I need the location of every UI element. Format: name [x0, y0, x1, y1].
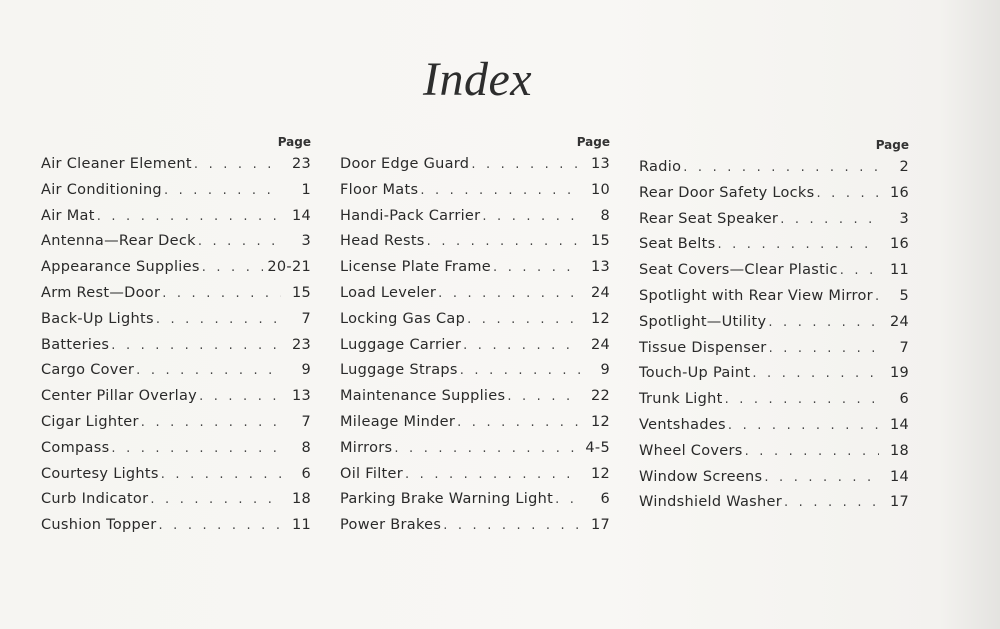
index-entry-page: 6 [301, 465, 311, 482]
dot-leader [784, 490, 879, 516]
index-entry-page: 12 [590, 413, 610, 430]
page-column-header: Page [277, 135, 311, 149]
index-entry [340, 152, 610, 178]
index-entry-name: Ventshades [639, 416, 726, 433]
dot-leader [438, 281, 580, 307]
index-entry-name: Luggage Straps [340, 362, 458, 379]
index-entry-page: 3 [899, 210, 909, 227]
dot-leader [752, 361, 879, 387]
dot-leader [875, 284, 879, 310]
index-entry-page: 15 [291, 284, 311, 301]
index-entry [340, 436, 610, 462]
index-entry-name: Floor Mats [340, 181, 419, 198]
index-entry [41, 281, 311, 307]
index-entry-name: Antenna—Rear Deck [41, 233, 196, 250]
dot-leader [780, 207, 879, 233]
index-entry-name: Mileage Minder [340, 413, 456, 430]
dot-leader [156, 307, 281, 333]
index-entry-page: 2 [899, 159, 909, 175]
dot-leader [471, 152, 580, 178]
index-entry-name: Luggage Carrier [340, 336, 462, 353]
dot-leader [111, 436, 281, 462]
index-entry-name: Curb Indicator [41, 491, 149, 508]
index-entry-page: 17 [590, 517, 610, 534]
index-entry-page: 17 [889, 494, 909, 511]
index-column-3 [639, 137, 909, 516]
index-entry-name: Window Screens [639, 468, 763, 485]
dot-leader [457, 410, 580, 436]
index-entry [340, 333, 610, 359]
index-entry-page: 18 [291, 491, 311, 508]
dot-leader [198, 229, 281, 255]
index-entry [639, 490, 909, 516]
dot-leader [150, 487, 281, 513]
index-entry-name: Tissue Dispenser [639, 339, 767, 356]
index-entry [639, 155, 909, 181]
index-entry-page: 16 [889, 184, 909, 201]
index-entry [41, 255, 311, 281]
index-entry-name: Oil Filter [340, 465, 403, 482]
index-entry [340, 178, 610, 204]
index-entry [340, 487, 610, 513]
index-entry-name: Air Mat [41, 207, 95, 224]
index-entry-name: Seat Covers—Clear Plastic [639, 262, 838, 279]
index-entry [41, 178, 311, 204]
index-entry-page: 8 [301, 439, 311, 456]
index-entry-name: Trunk Light [639, 391, 723, 408]
dot-leader [164, 178, 281, 204]
dot-leader [725, 387, 879, 413]
dot-leader [443, 513, 580, 539]
index-entry-page: 7 [301, 413, 311, 430]
index-entry-page: 18 [889, 442, 909, 459]
index-column-2 [340, 134, 610, 539]
dot-leader [394, 436, 580, 462]
index-entry [639, 465, 909, 491]
index-entry-page: 6 [899, 391, 909, 408]
dot-leader [769, 336, 879, 362]
index-entry-page: 24 [889, 313, 909, 330]
dot-leader [159, 513, 281, 539]
dot-leader [405, 462, 580, 488]
dot-leader [683, 155, 879, 181]
dot-leader [745, 439, 879, 465]
index-entry-page: 12 [590, 465, 610, 482]
index-entry-page: 13 [291, 388, 311, 405]
index-entry-page: 11 [291, 517, 311, 534]
index-entry [41, 307, 311, 333]
index-entry-name: Cushion Topper [41, 517, 157, 534]
dot-leader [97, 204, 281, 230]
index-entry [340, 358, 610, 384]
index-entry [639, 310, 909, 336]
index-entry-page: 3 [301, 233, 311, 250]
index-entry-page: 13 [590, 156, 610, 172]
dot-leader [199, 384, 281, 410]
index-entry [340, 513, 610, 539]
index-entry [41, 487, 311, 513]
index-entry [639, 181, 909, 207]
index-entry [639, 232, 909, 258]
index-entry-name: Locking Gas Cap [340, 310, 466, 327]
index-entry-page: 13 [590, 259, 610, 276]
dot-leader [463, 333, 580, 359]
dot-leader [141, 410, 281, 436]
index-entry [41, 152, 311, 178]
index-entry-name: Appearance Supplies [41, 259, 200, 276]
dot-leader [427, 229, 580, 255]
index-entry-name: License Plate Frame [340, 259, 492, 276]
index-entry [340, 307, 610, 333]
index-entry-page: 7 [301, 310, 311, 327]
index-entry [41, 436, 311, 462]
index-entry [41, 358, 311, 384]
index-entry [639, 413, 909, 439]
index-entry-name: Cigar Lighter [41, 413, 139, 430]
index-entry [340, 281, 610, 307]
dot-leader [194, 152, 281, 178]
index-entry [639, 387, 909, 413]
index-entry-page: 1 [301, 181, 311, 198]
index-entry [639, 336, 909, 362]
index-entry [639, 284, 909, 310]
index-entry-page: 23 [291, 156, 311, 172]
index-entry-page: 8 [600, 207, 610, 224]
dot-leader [840, 258, 879, 284]
index-entry-page: 9 [301, 362, 311, 379]
index-entry-name: Rear Seat Speaker [639, 210, 779, 227]
dot-leader [420, 178, 580, 204]
index-entry-name: Handi-Pack Carrier [340, 207, 481, 224]
index-entry-name: Door Edge Guard [340, 156, 470, 172]
index-entry [639, 439, 909, 465]
dot-leader [161, 462, 281, 488]
index-entry-name: Touch-Up Paint [639, 365, 751, 382]
index-entry-page: 15 [590, 233, 610, 250]
dot-leader [162, 281, 281, 307]
page-column-header: Page [875, 138, 909, 152]
index-entry [340, 204, 610, 230]
index-entry-name: Load Leveler [340, 284, 437, 301]
index-entry-name: Compass [41, 439, 110, 456]
dot-leader [136, 358, 281, 384]
dot-leader [555, 487, 580, 513]
index-entry-name: Air Conditioning [41, 181, 162, 198]
index-entry-name: Power Brakes [340, 517, 442, 534]
index-entry-name: Spotlight—Utility [639, 313, 767, 330]
index-entry-page: 16 [889, 236, 909, 253]
dot-leader [202, 255, 264, 281]
index-entry-name: Parking Brake Warning Light [340, 491, 554, 508]
index-entry-name: Batteries [41, 336, 110, 353]
index-column-1 [41, 134, 311, 539]
index-entry-name: Rear Door Safety Locks [639, 184, 815, 201]
index-entry-page: 22 [590, 388, 610, 405]
index-entry-name: Spotlight with Rear View Mirror [639, 287, 873, 304]
index-list [639, 155, 909, 516]
index-entry [340, 384, 610, 410]
index-entry [41, 204, 311, 230]
index-entry-name: Radio [639, 159, 682, 175]
index-entry-page: 11 [889, 262, 909, 279]
index-entry-page: 12 [590, 310, 610, 327]
index-entry-page: 20-21 [267, 259, 311, 276]
index-entry-page: 14 [889, 416, 909, 433]
index-entry-page: 7 [899, 339, 909, 356]
index-entry-page: 24 [590, 284, 610, 301]
page-title: Index [422, 53, 533, 106]
index-entry [41, 462, 311, 488]
dot-leader [817, 181, 880, 207]
index-entry [340, 255, 610, 281]
dot-leader [728, 413, 879, 439]
index-entry [41, 410, 311, 436]
dot-leader [507, 384, 580, 410]
index-entry [639, 258, 909, 284]
index-entry [41, 384, 311, 410]
index-list [340, 152, 610, 539]
index-entry [639, 207, 909, 233]
index-entry [340, 462, 610, 488]
page-column-header: Page [576, 135, 610, 149]
index-entry [340, 410, 610, 436]
index-entry [340, 229, 610, 255]
index-entry-page: 10 [590, 181, 610, 198]
index-entry-name: Cargo Cover [41, 362, 135, 379]
dot-leader [467, 307, 580, 333]
index-entry-page: 23 [291, 336, 311, 353]
dot-leader [460, 358, 580, 384]
index-entry-name: Back-Up Lights [41, 310, 154, 327]
index-entry-page: 24 [590, 336, 610, 353]
index-entry-name: Windshield Washer [639, 494, 782, 511]
index-entry-name: Air Cleaner Element [41, 156, 192, 172]
index-entry-name: Center Pillar Overlay [41, 388, 198, 405]
dot-leader [482, 204, 580, 230]
index-entry-name: Seat Belts [639, 236, 716, 253]
index-entry-name: Wheel Covers [639, 442, 743, 459]
index-entry-name: Maintenance Supplies [340, 388, 506, 405]
index-entry-page: 6 [600, 491, 610, 508]
index-entry-page: 14 [291, 207, 311, 224]
index-entry-page: 4-5 [585, 439, 610, 456]
index-entry [41, 513, 311, 539]
index-entry-name: Arm Rest—Door [41, 284, 161, 301]
index-list [41, 152, 311, 539]
index-entry-page: 9 [600, 362, 610, 379]
index-entry-page: 5 [899, 287, 909, 304]
dot-leader [717, 232, 879, 258]
index-entry-name: Mirrors [340, 439, 393, 456]
dot-leader [768, 310, 879, 336]
dot-leader [493, 255, 580, 281]
index-entry [41, 229, 311, 255]
index-entry [639, 361, 909, 387]
index-entry-page: 19 [889, 365, 909, 382]
index-entry-name: Head Rests [340, 233, 425, 250]
index-entry-page: 14 [889, 468, 909, 485]
dot-leader [111, 333, 281, 359]
dot-leader [764, 465, 879, 491]
index-entry-name: Courtesy Lights [41, 465, 159, 482]
index-entry [41, 333, 311, 359]
